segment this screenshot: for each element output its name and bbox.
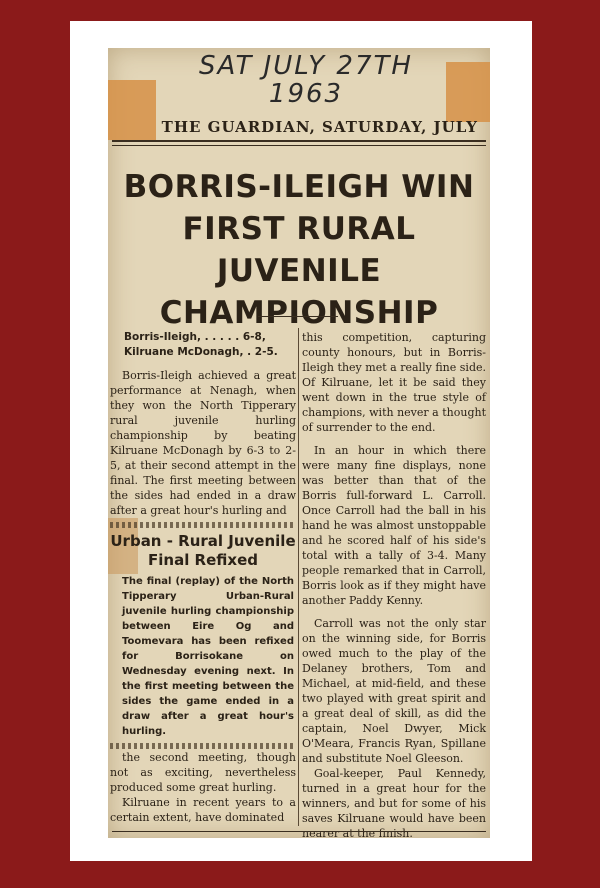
article-paragraph: the second meeting, though not as exciting, nevertheless produced some great hurling. <box>110 751 296 794</box>
headline-rule <box>258 316 338 317</box>
article-paragraph: Goal-keeper, Paul Kennedy, turned in a great hour for the winners, and but for some of his saves Kilruane would have been nearer at the finish. <box>302 767 486 838</box>
left-column <box>110 330 296 753</box>
article-paragraph: Carroll was not the only star on the winning side, for Borris owed much to the play of the Delaney brothers, Tom and Michael, at mid-field, and these two played with great spirit and a great deal of skill, as did the captain, Noel Dwyer, Mick O'Meara, Francis Ryan, Spillane and substitute Noel Gleeson. <box>302 617 486 765</box>
wavy-divider <box>110 522 296 528</box>
box-title: Urban - Rural Juvenile Final Refixed <box>110 532 296 569</box>
article-paragraph: Borris-Ileigh achieved a great performance at Nenagh, when they won the North Tipperary rural juvenile hurling championship by beating Kilruane McDonagh by 6-3 to 2-5, at their second attempt in the final. The first meeting between the sides had ended in a draw after a great hour's hurling and <box>110 369 296 517</box>
masthead-rule <box>112 140 486 142</box>
bottom-rule <box>112 831 486 832</box>
headline: BORRIS-ILEIGH WIN FIRST RURAL JUVENILE CHAMPIONSHIP <box>123 169 475 331</box>
score-line-2: Kilruane McDonagh, . 2-5. <box>124 346 278 358</box>
newspaper-clipping <box>108 48 490 838</box>
masthead-rule-thin <box>112 145 486 146</box>
right-column <box>302 330 486 838</box>
article-paragraph: Kilruane in recent years to a certain extent, have dominated <box>110 796 296 824</box>
wavy-divider <box>110 743 296 749</box>
column-divider <box>298 328 299 826</box>
handwritten-date: SAT JULY 27TH 1963 <box>199 51 413 109</box>
tape-right <box>446 62 490 122</box>
article-paragraph: In an hour in which there were many fine displays, none was better than that of the Borris full-forward L. Carroll. Once Carroll had the ball in his hand he was almost unstoppable and he scored half of his side's total with a tally of 3-4. Many people remarked that in Carroll, Borris look as if they might have another Paddy Kenny. <box>302 444 486 607</box>
score-line-1: Borris-Ileigh, . . . . . 6-8, <box>124 331 266 343</box>
bottom-left-column <box>110 750 296 825</box>
article-paragraph: this competition, capturing county honours, but in Borris-Ileigh they met a really fine side. Of Kilruane, let it be said they went down in the true style of champions, with never a thought of surrender to the end. <box>302 331 486 434</box>
masthead: THE GUARDIAN, SATURDAY, JULY <box>161 118 478 136</box>
box-body: The final (replay) of the North Tipperary Urban-Rural juvenile hurling championship between Eire Og and Toomevara has been refixed for Borrisokane on Wednesday evening next. In the first meeting between the sides the game ended in a draw after a great hour's hurling. <box>122 576 294 737</box>
